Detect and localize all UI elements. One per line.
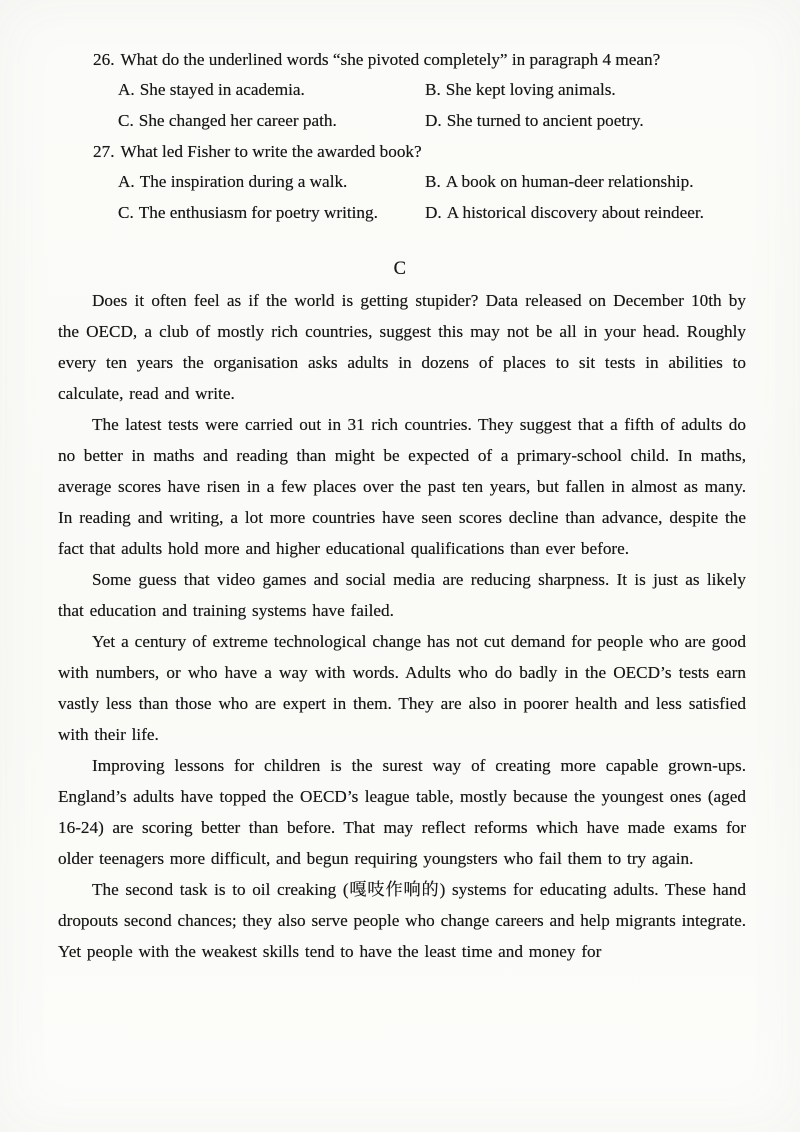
question-number: 26. [93,50,115,69]
passage-paragraph-2: The latest tests were carried out in 31 rich countries. They suggest that a fifth of adults do no better in maths and reading than might be expected of a primary-school child. In maths, average scores have risen in a few places over the past ten years, but fallen in almost as many. In reading and writing, a lot more countries have seen scores decline than advance, despite the fact that adults hold more and higher educational qualifications than ever before. [58,415,746,558]
option-27-c [118,198,425,229]
option-label: B. [425,172,441,191]
passage-paragraph-3: Some guess that video games and social media are reducing sharpness. It is just as likely that education and training systems have failed. [58,570,746,620]
passage-section-label: C [393,259,407,279]
passage-paragraph-5: Improving lessons for children is the surest way of creating more capable grown-ups. England’s adults have topped the OECD’s league table, mostly because the youngest ones (aged 16-24) are scoring better than before. That may reflect reforms which have made exams for older teenagers more difficult, and begun requiring youngsters who fail them to try again. [58,756,746,868]
option-text: A historical discovery about reindeer. [446,202,704,222]
passage-paragraph-4: Yet a century of extreme technological change has not cut demand for people who are good with numbers, or who have a way with words. Adults who do badly in the OECD’s tests earn vastly less than those who are expert in them. They are also in poorer health and less satisfied with their life. [58,632,746,744]
option-label: A. [118,172,135,191]
question-27 [93,136,748,228]
option-27-d [425,198,704,229]
option-27-a [118,167,425,198]
option-26-c [118,106,425,137]
option-26-a [118,75,425,106]
option-row [93,198,748,229]
option-27-b [425,167,694,198]
question-26 [93,44,748,136]
passage-paragraph-1: Does it often feel as if the world is getting stupider? Data released on December 10th by the OECD, a club of mostly rich countries, suggest this may not be all in your head. Roughly every ten years the organisation asks adults in dozens of places to sit tests in abilities to calculate, read and write. [58,291,746,403]
question-section [93,44,748,228]
option-text: She kept loving animals. [445,80,616,99]
question-stem [93,136,748,167]
option-row [93,167,748,198]
passage-body [58,285,746,967]
option-text: She changed her career path. [138,110,337,130]
option-label: D. [425,202,442,222]
option-text: The enthusiasm for poetry writing. [138,202,378,222]
question-stem [93,44,748,75]
option-label: A. [118,80,135,99]
question-text: What do the underlined words “she pivoted completely” in paragraph 4 mean? [120,50,661,69]
option-row [93,106,748,137]
option-26-d [425,106,644,137]
question-text: What led Fisher to write the awarded book? [120,142,422,161]
option-label: C. [118,202,134,222]
option-row [93,75,748,106]
option-label: B. [425,80,441,99]
option-text: She turned to ancient poetry. [446,110,644,130]
option-label: C. [118,110,134,130]
passage-paragraph-6: The second task is to oil creaking (嘎吱作响的) systems for educating adults. These hand dropouts second chances; they also serve people who change careers and help migrants integrate. Yet people with the weakest skills tend to have the least time and money for [58,880,746,961]
option-text: A book on human-deer relationship. [445,172,694,191]
question-number: 27. [93,142,115,161]
option-text: The inspiration during a walk. [139,172,348,191]
option-text: She stayed in academia. [139,80,305,99]
option-label: D. [425,110,442,130]
option-26-b [425,75,616,106]
